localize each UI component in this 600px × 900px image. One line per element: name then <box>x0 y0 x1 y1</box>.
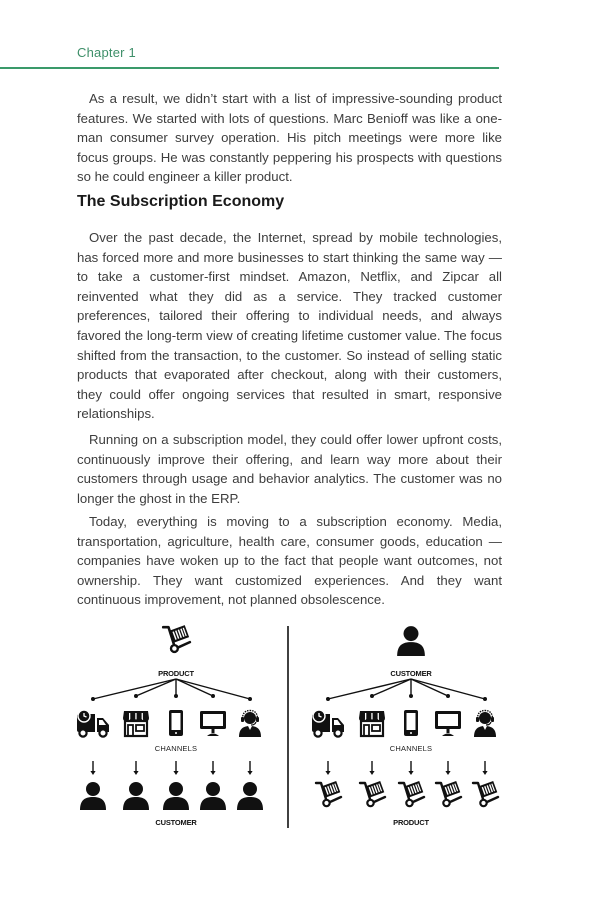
delivery-truck-icon <box>77 710 109 737</box>
arrow-head <box>408 771 413 775</box>
diagram-middle-label: CHANNELS <box>389 744 433 753</box>
support-agent-icon <box>474 711 496 738</box>
paragraph-block-4 <box>77 512 502 610</box>
arrow-head <box>248 697 252 701</box>
diagram-top-label: CUSTOMER <box>390 669 432 678</box>
hand-truck-icon <box>473 781 498 806</box>
arrow-head <box>445 771 450 775</box>
person-icon <box>237 782 263 810</box>
arrow-head <box>134 694 138 698</box>
section-heading: The Subscription Economy <box>77 193 285 210</box>
paragraph-block-1 <box>77 89 502 187</box>
arrow-head <box>446 694 450 698</box>
arrow-head <box>211 694 215 698</box>
diagram-bottom-label: PRODUCT <box>393 818 429 827</box>
storefront-icon <box>359 711 385 736</box>
arrow-head <box>370 694 374 698</box>
paragraph: Over the past decade, the Internet, spread by mobile technologies, has forced more and more businesses to start thinking the same way — to take a customer-first mindset. Amazon, Netflix, and Zipcar all reinvented what they did as a service. They tracked customer preferences, tailored their offering to individual needs, and always favored the long-term view of creating lifetime customer value. The focus shifted from the transaction, to the customer. So instead of selling static products that evaporated after checkout, along with their customers, they could offer ongoing services that resulted in smart, responsive relationships. <box>77 230 502 422</box>
paragraph-block-2 <box>77 228 502 424</box>
delivery-truck-icon <box>312 710 344 737</box>
person-icon <box>123 782 149 810</box>
hand-truck-icon <box>399 781 424 806</box>
arrow-head <box>325 771 330 775</box>
monitor-icon <box>435 711 461 736</box>
person-icon <box>80 782 106 810</box>
arrow-head <box>174 694 178 698</box>
arrow-head <box>247 771 252 775</box>
diagram-top-label: PRODUCT <box>158 669 194 678</box>
running-head: Chapter 1 <box>77 45 136 60</box>
product-vs-customer-diagram <box>70 620 520 835</box>
diagram-canvas <box>70 620 520 835</box>
fan-arrow <box>328 679 411 699</box>
storefront-icon <box>123 711 149 736</box>
arrow-head <box>482 771 487 775</box>
diagram-panel-customer-centric <box>312 626 498 827</box>
arrow-head <box>133 771 138 775</box>
person-icon <box>200 782 226 810</box>
diagram-panel-product-centric <box>77 625 263 827</box>
smartphone-icon <box>404 710 418 736</box>
arrow-head <box>369 771 374 775</box>
hand-truck-icon <box>163 625 190 652</box>
arrow-head <box>326 697 330 701</box>
smartphone-icon <box>169 710 183 736</box>
paragraph-block-3 <box>77 430 502 508</box>
arrow-head <box>409 694 413 698</box>
paragraph: As a result, we didn’t start with a list of impressive-sounding product features. We started with lots of questions. Marc Benioff was like a one-man consumer survey operation. His pitch meetings were more like focus groups. He was constantly peppering his prospects with questions so he could engineer a killer product. <box>77 91 502 185</box>
arrow-head <box>91 697 95 701</box>
arrow-head <box>90 771 95 775</box>
diagram-bottom-label: CUSTOMER <box>155 818 197 827</box>
support-agent-icon <box>239 711 261 738</box>
hand-truck-icon <box>436 781 461 806</box>
person-icon <box>397 626 425 656</box>
hand-truck-icon <box>316 781 341 806</box>
monitor-icon <box>200 711 226 736</box>
header-rule <box>0 67 499 69</box>
hand-truck-icon <box>360 781 385 806</box>
diagram-middle-label: CHANNELS <box>154 744 198 753</box>
paragraph: Today, everything is moving to a subscription economy. Media, transportation, agriculture, health care, consumer goods, education — companies have woken up to the fact that people want outcomes, not ownership. They want customized experiences. And they want continuous improvement, not planned obsolescence. <box>77 514 502 608</box>
arrow-head <box>173 771 178 775</box>
person-icon <box>163 782 189 810</box>
arrow-head <box>210 771 215 775</box>
paragraph: Running on a subscription model, they could offer lower upfront costs, continuously improve their offering, and learn way more about their customers through usage and behavior analytics. The customer was no longer the ghost in the ERP. <box>77 432 502 506</box>
arrow-head <box>483 697 487 701</box>
